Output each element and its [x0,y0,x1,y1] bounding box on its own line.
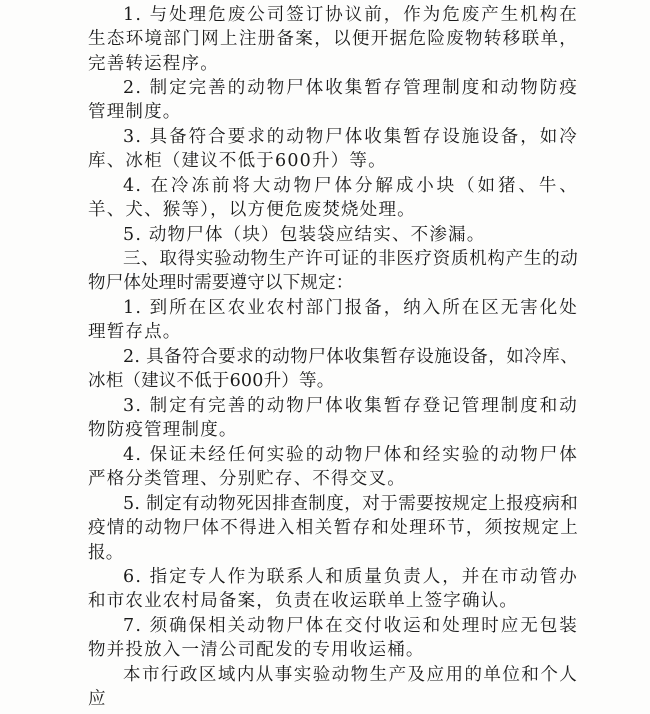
paragraph-3: 3. 具备符合要求的动物尸体收集暂存设施设备，如冷库、冰柜（建议不低于600升）等。 [88,127,578,172]
paragraph-1: 1. 与处理危废公司签订协议前，作为危废产生机构在生态环境部门网上注册备案，以便开据危险废物转移联单，完善转运程序。 [88,5,578,74]
paragraph-12: 7. 须确保相关动物尸体在交付收运和处理时应无包装物并投放入一清公司配发的专用收运桶。 [88,616,578,661]
paragraph-4: 4. 在冷冻前将大动物尸体分解成小块（如猪、牛、羊、犬、猴等），以方便危废焚烧处理。 [88,176,578,221]
section-3-heading: 三、取得实验动物生产许可证的非医疗资质机构产生的动物尸体处理时需要遵守以下规定： [88,249,578,294]
paragraph-5: 5. 动物尸体（块）包装袋应结实、不渗漏。 [123,225,486,245]
paragraph-6: 1. 到所在区农业农村部门报备，纳入所在区无害化处理暂存点。 [88,298,578,343]
paragraph-2: 2. 制定完善的动物尸体收集暂存管理制度和动物防疫管理制度。 [88,78,578,123]
paragraph-11: 6. 指定专人作为联系人和质量负责人，并在市动管办和市农业农村局备案，负责在收运联单上签字确认。 [88,567,578,612]
paragraph-8: 3. 制定有完善的动物尸体收集暂存登记管理制度和动物防疫管理制度。 [88,396,578,441]
paragraph-7: 2. 具备符合要求的动物尸体收集暂存设施设备，如冷库、冰柜（建议不低于600升）等。 [88,347,578,392]
paragraph-10: 5. 制定有动物死因排查制度，对于需要按规定上报疫病和疫情的动物尸体不得进入相关暂存和处理环节，须按规定上报。 [88,494,578,563]
paragraph-9: 4. 保证未经任何实验的动物尸体和经实验的动物尸体严格分类管理、分别贮存、不得交叉。 [88,445,578,490]
paragraph-13: 本市行政区域内从事实验动物生产及应用的单位和个人应 [88,665,578,710]
